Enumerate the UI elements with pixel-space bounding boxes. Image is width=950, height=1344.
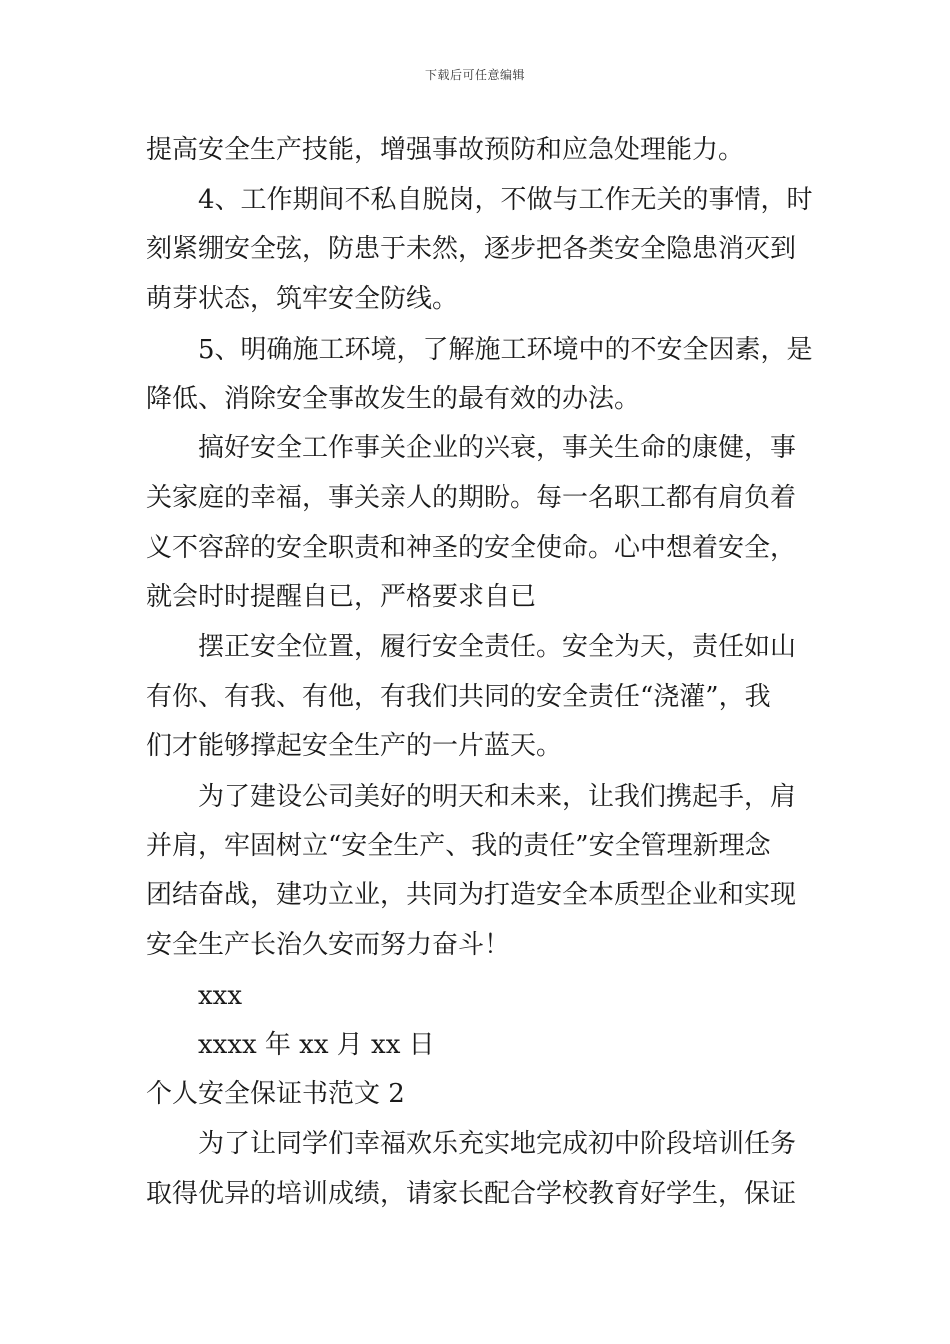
body-line: 萌芽状态，筑牢安全防线。 <box>146 284 459 314</box>
section-title: 个人安全保证书范文 2 <box>146 1079 405 1109</box>
body-line: 搞好安全工作事关企业的兴衰，事关生命的康健，事 <box>198 433 797 463</box>
body-line: 5、明确施工环境，了解施工环境中的不安全因素，是 <box>198 335 813 365</box>
body-line: 并肩，牢固树立“安全生产、我的责任”安全管理新理念 <box>146 831 771 861</box>
body-line: 团结奋战，建功立业，共同为打造安全本质型企业和实现 <box>146 880 797 910</box>
body-line: 义不容辞的安全职责和神圣的安全使命。心中想着安全， <box>146 533 797 563</box>
body-line: 降低、消除安全事故发生的最有效的办法。 <box>146 384 641 414</box>
body-line: 摆正安全位置，履行安全责任。安全为天，责任如山 <box>198 632 797 662</box>
body-line: 有你、有我、有他，有我们共同的安全责任“浇灌”，我 <box>146 682 771 712</box>
signature-name: xxx <box>198 981 242 1011</box>
body-line: 关家庭的幸福，事关亲人的期盼。每一名职工都有肩负着 <box>146 483 797 513</box>
body-line: 刻紧绷安全弦，防患于未然，逐步把各类安全隐患消灭到 <box>146 234 797 264</box>
body-line: 就会时时提醒自已，严格要求自已 <box>146 582 537 612</box>
body-line: 4、工作期间不私自脱岗，不做与工作无关的事情，时 <box>198 185 813 215</box>
signature-date: xxxx 年 xx 月 xx 日 <box>198 1030 435 1060</box>
body-line: 安全生产长治久安而努力奋斗！ <box>146 930 511 960</box>
body-line: 为了让同学们幸福欢乐充实地完成初中阶段培训任务 <box>198 1129 797 1159</box>
body-line: 为了建设公司美好的明天和未来，让我们携起手，肩 <box>198 782 797 812</box>
page-header: 下载后可任意编辑 <box>424 68 525 82</box>
body-line: 们才能够撑起安全生产的一片蓝天。 <box>146 731 563 761</box>
body-line: 取得优异的培训成绩，请家长配合学校教育好学生，保证 <box>146 1179 797 1209</box>
body-line: 提高安全生产技能，增强事故预防和应急处理能力。 <box>146 135 745 165</box>
